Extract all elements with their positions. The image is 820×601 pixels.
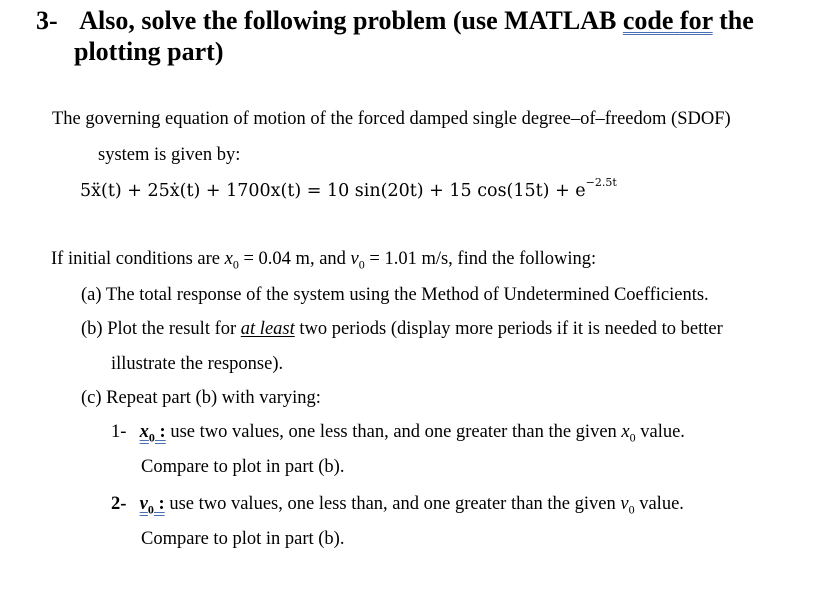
- x0-subscript: 0: [232, 257, 239, 272]
- sub-item-2-variable: [139, 494, 165, 517]
- conditions-prefix: If initial conditions are: [51, 249, 225, 269]
- problem-heading-line2: plotting part): [74, 37, 224, 66]
- equation-exponent: −2.5t: [585, 176, 617, 189]
- initial-conditions: [51, 248, 596, 270]
- v0-subscript: 0: [358, 257, 365, 272]
- sub-item-1: [111, 421, 685, 443]
- sub-item-1-symbol: x: [139, 422, 149, 442]
- v0-value: = 1.01 m/s, find the following:: [364, 249, 597, 269]
- sub-item-2-text-b: value.: [634, 494, 684, 514]
- sub-item-2-value-subscript: 0: [628, 502, 635, 517]
- sub-item-2: [111, 493, 684, 515]
- part-a: (a) The total response of the system using the Method of Undetermined Coefficients.: [81, 285, 709, 305]
- part-b-emphasis: at least: [240, 319, 295, 339]
- heading-for-word: for: [679, 6, 713, 35]
- intro-line1: The governing equation of motion of the forced damped single degree–of–freedom (SDOF): [52, 109, 731, 129]
- part-c: (c) Repeat part (b) with varying:: [81, 388, 321, 408]
- part-b-line2: illustrate the response).: [111, 354, 284, 374]
- x0-symbol: x: [224, 249, 233, 269]
- sub-item-2-colon: :: [153, 494, 165, 514]
- v0-symbol: v: [350, 249, 359, 269]
- sub-item-2-value-symbol: v: [620, 494, 629, 514]
- problem-number: 3-: [36, 6, 58, 35]
- equation-of-motion: [80, 176, 617, 201]
- sub-item-1-subscript: 0: [148, 430, 155, 445]
- sub-item-1-number: 1-: [111, 422, 127, 442]
- sub-item-2-line2: Compare to plot in part (b).: [141, 529, 345, 549]
- sub-item-2-symbol: v: [139, 494, 148, 514]
- problem-heading-line1: [36, 6, 754, 36]
- sub-item-1-line2: Compare to plot in part (b).: [141, 457, 345, 477]
- heading-text-b: the: [712, 6, 754, 35]
- x0-value: = 0.04 m, and: [238, 249, 351, 269]
- sub-item-1-text-a: use two values, one less than, and one greater than the given: [165, 422, 622, 442]
- part-b-suffix: two periods (display more periods if it is needed to better: [294, 319, 723, 339]
- part-b-line1: [81, 318, 723, 340]
- sub-item-1-colon: :: [154, 422, 166, 442]
- part-b-prefix: (b) Plot the result for: [81, 319, 241, 339]
- heading-code-word: code: [622, 6, 674, 35]
- sub-item-1-variable: [139, 422, 166, 445]
- sub-item-2-subscript: 0: [147, 502, 154, 517]
- heading-text-a: Also, solve the following problem (use MATLAB: [79, 6, 623, 35]
- sub-item-1-value-subscript: 0: [629, 430, 636, 445]
- intro-line2: system is given by:: [98, 145, 241, 165]
- sub-item-2-text-a: use two values, one less than, and one greater than the given: [164, 494, 621, 514]
- equation-body: 5ẍ(t) + 25ẋ(t) + 1700x(t) = 10 sin(20t) + 15 cos(15t) + e: [80, 180, 586, 201]
- sub-item-1-value-symbol: x: [621, 422, 630, 442]
- sub-item-2-number: 2-: [111, 494, 127, 514]
- sub-item-1-text-b: value.: [635, 422, 685, 442]
